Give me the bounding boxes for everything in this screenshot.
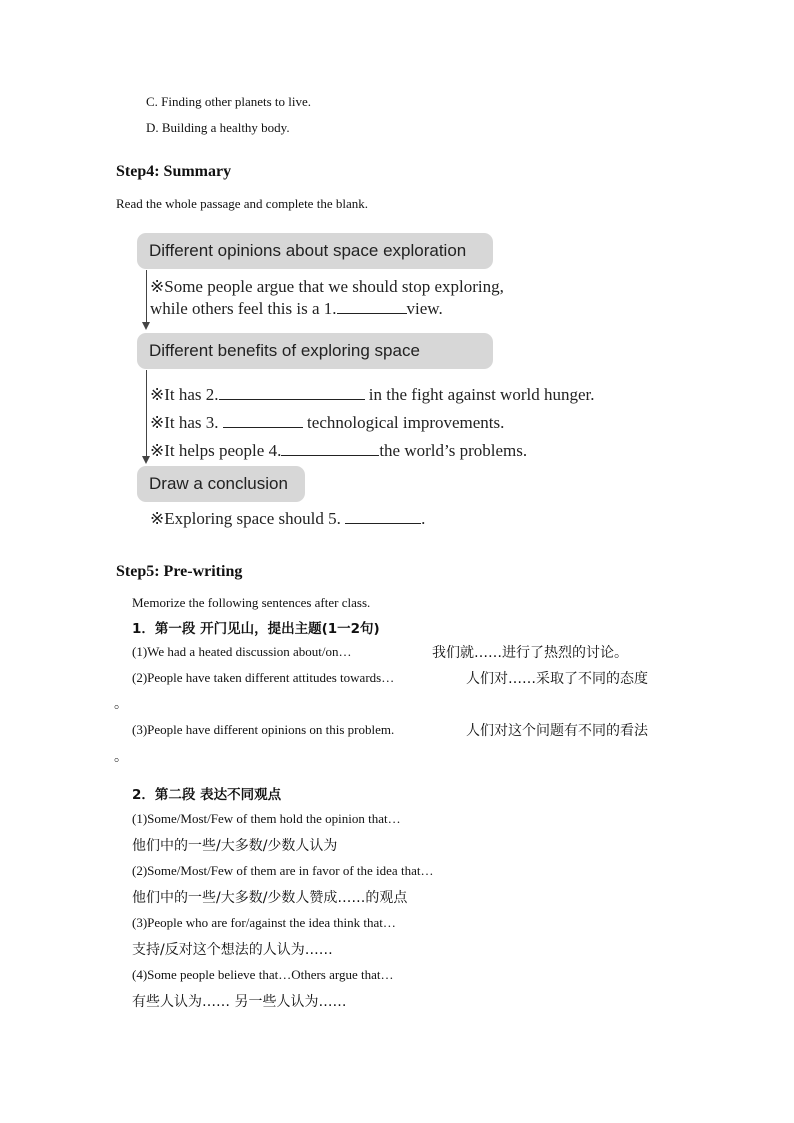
diagram-box-opinions: [137, 233, 493, 269]
option-c: C. Finding other planets to live.: [146, 94, 312, 109]
box-benefits-label: Different benefits of exploring space: [149, 341, 420, 360]
para2-s3-en: (3)People who are for/against the idea think that…: [132, 915, 396, 930]
step5-instruction: Memorize the following sentences after class.: [132, 595, 371, 610]
sentence-1-post: view.: [406, 299, 443, 318]
blank-3[interactable]: [223, 413, 303, 428]
para1-s1-en: (1)We had a heated discussion about/on…: [132, 644, 352, 659]
sentence-5-post: .: [421, 509, 426, 528]
option-d: D. Building a healthy body.: [146, 120, 290, 135]
para1-s2-en: (2)People have taken different attitudes towards…: [132, 670, 395, 685]
para2-s1-en: (1)Some/Most/Few of them hold the opinion that…: [132, 811, 401, 826]
para2-s1-cn: 他们中的一些/大多数/少数人认为: [132, 838, 338, 854]
para2-s4-cn: 有些人认为…… 另一些人认为……: [132, 994, 347, 1010]
flow-arrow-1: [142, 322, 150, 330]
sentence-1-line-1: ※Some people argue that we should stop exploring,: [150, 277, 504, 296]
sentence-4: [150, 441, 527, 461]
sentence-3: [150, 413, 504, 433]
sentence-3-post: technological improvements.: [307, 413, 505, 432]
sentence-3-pre: ※It has 3.: [150, 413, 219, 432]
para1-s3-cn: 人们对这个问题有不同的看法: [466, 723, 648, 739]
sentence-5: [150, 509, 425, 529]
sentence-2-pre: ※It has 2.: [150, 385, 219, 404]
para1-s2-tail: 。: [114, 696, 128, 712]
blank-4[interactable]: [281, 441, 379, 456]
flow-line-2: [146, 370, 147, 458]
box-conclusion-label: Draw a conclusion: [149, 474, 288, 493]
para2-title: 2．第二段 表达不同观点: [132, 787, 282, 803]
para1-s1-cn: 我们就……进行了热烈的讨论。: [432, 645, 628, 661]
summary-diagram: [132, 228, 672, 538]
diagram-box-benefits: [137, 333, 493, 369]
sentence-4-post: the world’s problems.: [379, 441, 528, 460]
para1-s3-en: (3)People have different opinions on this problem.: [132, 722, 395, 737]
sentence-2: [150, 385, 594, 405]
flow-arrow-2: [142, 456, 150, 464]
para2-s3-cn: 支持/反对这个想法的人认为……: [132, 942, 333, 958]
flow-line-1: [146, 270, 147, 324]
blank-1[interactable]: [337, 299, 407, 314]
sentence-4-pre: ※It helps people 4.: [150, 441, 282, 460]
para2-s2-en: (2)Some/Most/Few of them are in favor of the idea that…: [132, 863, 434, 878]
box-opinions-label: Different opinions about space exploration: [149, 241, 467, 260]
step5-heading: Step5: Pre-writing: [116, 563, 243, 580]
para2-s2-cn: 他们中的一些/大多数/少数人赞成……的观点: [132, 890, 408, 906]
para1-s3-tail: 。: [114, 749, 128, 765]
step4-heading: Step4: Summary: [116, 163, 232, 180]
blank-2[interactable]: [219, 385, 365, 400]
step4-instruction: Read the whole passage and complete the blank.: [116, 196, 368, 211]
diagram-box-conclusion: [137, 466, 305, 502]
sentence-1-pre: while others feel this is a 1.: [150, 299, 337, 318]
para1-s2-cn: 人们对……采取了不同的态度: [466, 671, 648, 687]
para1-title: 1．第一段 开门见山，提出主题(1一2句): [132, 621, 380, 637]
sentence-5-pre: ※Exploring space should 5.: [150, 509, 341, 528]
para2-s4-en: (4)Some people believe that…Others argue that…: [132, 967, 394, 982]
sentence-2-post: in the fight against world hunger.: [368, 385, 595, 404]
blank-5[interactable]: [345, 509, 421, 524]
sentence-1-line-2: [150, 299, 443, 319]
